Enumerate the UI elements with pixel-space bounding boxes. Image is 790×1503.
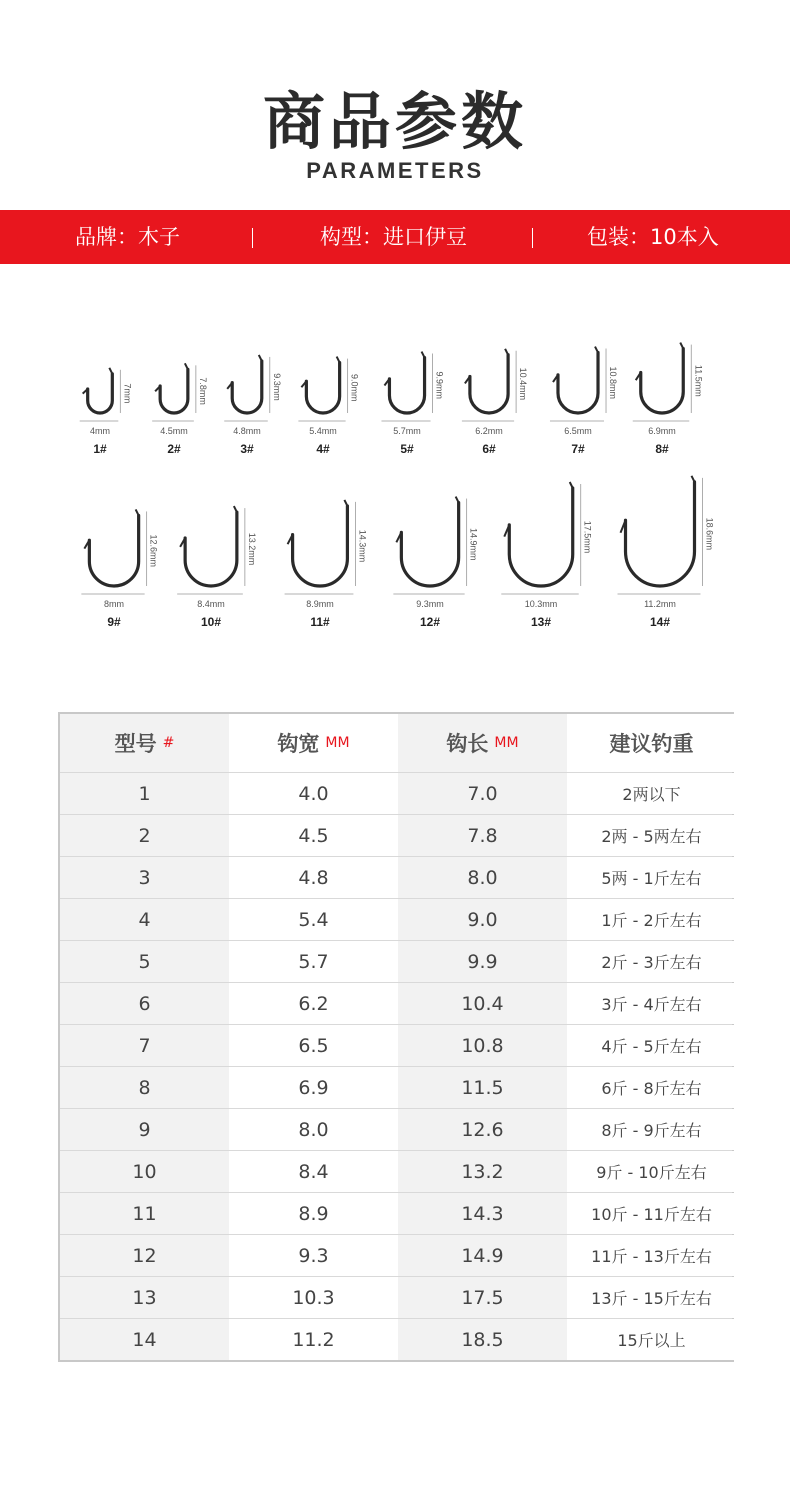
cell-length: 7.0 <box>398 773 567 814</box>
cell-length: 14.3 <box>398 1193 567 1234</box>
cell-suggested-weight: 4斤 - 5斤左右 <box>567 1025 736 1066</box>
length-label: 17.5mm <box>582 520 593 554</box>
cell-length: 8.0 <box>398 857 567 898</box>
hook-size-label: 1# <box>93 442 107 456</box>
hook-item <box>550 347 618 456</box>
length-label: 14.3mm <box>357 529 368 563</box>
table-row <box>60 1234 732 1276</box>
cell-model: 1 <box>60 773 229 814</box>
package-label: 包装：10本入 <box>587 225 719 249</box>
cell-model: 10 <box>60 1151 229 1192</box>
cell-width: 5.7 <box>229 941 398 982</box>
table-row <box>60 940 732 982</box>
cell-width: 4.5 <box>229 815 398 856</box>
table-row <box>60 982 732 1024</box>
cell-model: 14 <box>60 1319 229 1360</box>
cell-length: 17.5 <box>398 1277 567 1318</box>
length-label: 7.8mm <box>197 377 208 405</box>
cell-width: 10.3 <box>229 1277 398 1318</box>
width-label: 6.2mm <box>475 426 503 436</box>
width-label: 4.5mm <box>160 426 188 436</box>
cell-length: 12.6 <box>398 1109 567 1150</box>
cell-length: 11.5 <box>398 1067 567 1108</box>
hook-size-label: 14# <box>649 615 671 629</box>
hook-size-label: 11# <box>310 615 330 629</box>
hook-item <box>618 476 715 629</box>
hook-shape <box>232 361 262 413</box>
cell-width: 9.3 <box>229 1235 398 1276</box>
cell-length: 10.8 <box>398 1025 567 1066</box>
cell-model: 11 <box>60 1193 229 1234</box>
table-row <box>60 1066 732 1108</box>
hook-size-label: 6# <box>482 442 496 456</box>
cell-suggested-weight: 6斤 - 8斤左右 <box>567 1067 736 1108</box>
width-label: 6.9mm <box>648 426 676 436</box>
cell-length: 14.9 <box>398 1235 567 1276</box>
cell-model: 3 <box>60 857 229 898</box>
width-label: 11.2mm <box>644 599 676 609</box>
banner-divider <box>532 228 533 248</box>
cell-width: 8.4 <box>229 1151 398 1192</box>
hook-eye <box>691 476 694 482</box>
table-header-row <box>60 714 732 772</box>
width-label: 5.7mm <box>393 426 421 436</box>
hook-item <box>462 349 528 456</box>
cell-suggested-weight: 15斤以上 <box>567 1319 736 1360</box>
table-row <box>60 1276 732 1318</box>
hook-item <box>285 500 368 629</box>
hook-item <box>224 355 282 456</box>
hook-shape <box>293 506 348 586</box>
hook-eye <box>185 363 188 369</box>
cell-suggested-weight: 2斤 - 3斤左右 <box>567 941 736 982</box>
cell-model: 9 <box>60 1109 229 1150</box>
table-row <box>60 772 732 814</box>
hook-eye <box>680 343 683 349</box>
width-label: 4mm <box>90 426 110 436</box>
hook-eye <box>595 347 598 353</box>
header-width: 钩宽 MM <box>229 714 398 772</box>
hook-eye <box>234 506 237 512</box>
hook-size-label: 10# <box>200 615 222 629</box>
length-label: 14.9mm <box>468 528 479 561</box>
length-label: 9.9mm <box>434 371 445 400</box>
cell-model: 5 <box>60 941 229 982</box>
cell-suggested-weight: 13斤 - 15斤左右 <box>567 1277 736 1318</box>
page-subtitle: PARAMETERS <box>306 158 484 183</box>
table-row <box>60 1150 732 1192</box>
cell-width: 6.2 <box>229 983 398 1024</box>
hook-eye <box>422 352 425 358</box>
cell-width: 4.0 <box>229 773 398 814</box>
cell-width: 5.4 <box>229 899 398 940</box>
cell-length: 13.2 <box>398 1151 567 1192</box>
cell-suggested-weight: 9斤 - 10斤左右 <box>567 1151 736 1192</box>
hook-eye <box>136 509 139 515</box>
length-label: 13.2mm <box>246 532 257 566</box>
hook-item <box>81 509 158 629</box>
cell-suggested-weight: 5两 - 1斤左右 <box>567 857 736 898</box>
length-label: 7mm <box>122 383 133 404</box>
hook-shape <box>89 515 138 586</box>
cell-suggested-weight: 10斤 - 11斤左右 <box>567 1193 736 1234</box>
width-label: 4.8mm <box>233 426 261 436</box>
hook-eye <box>109 368 112 374</box>
hook-item <box>501 482 592 629</box>
hook-size-label: 9# <box>107 615 121 629</box>
hook-eye <box>259 355 262 361</box>
hook-size-label: 12# <box>419 615 441 629</box>
width-label: 6.5mm <box>564 426 592 436</box>
length-label: 9.3mm <box>271 373 282 401</box>
width-label: 8.9mm <box>306 599 334 609</box>
cell-width: 6.5 <box>229 1025 398 1066</box>
width-label: 10.3mm <box>524 599 558 609</box>
hook-diagram <box>0 320 790 640</box>
cell-length: 18.5 <box>398 1319 567 1360</box>
table-row <box>60 814 732 856</box>
hook-shape <box>626 482 695 586</box>
cell-suggested-weight: 11斤 - 13斤左右 <box>567 1235 736 1276</box>
width-label: 8mm <box>104 599 124 609</box>
hook-size-chart <box>0 320 790 640</box>
table-row <box>60 856 732 898</box>
cell-suggested-weight: 3斤 - 4斤左右 <box>567 983 736 1024</box>
cell-width: 6.9 <box>229 1067 398 1108</box>
banner-divider <box>252 228 253 248</box>
hook-shape <box>185 512 237 586</box>
hook-shape <box>401 503 458 586</box>
cell-suggested-weight: 1斤 - 2斤左右 <box>567 899 736 940</box>
length-label: 11.5mm <box>693 364 704 397</box>
length-label: 10.4mm <box>518 367 529 401</box>
brand-label: 品牌：木子 <box>75 225 180 249</box>
hook-item <box>298 357 359 456</box>
cell-model: 2 <box>60 815 229 856</box>
length-label: 12.6mm <box>148 534 159 567</box>
cell-model: 4 <box>60 899 229 940</box>
spec-banner <box>0 210 790 264</box>
table-row <box>60 898 732 940</box>
cell-width: 8.0 <box>229 1109 398 1150</box>
cell-width: 11.2 <box>229 1319 398 1360</box>
table-row <box>60 1318 732 1360</box>
cell-width: 4.8 <box>229 857 398 898</box>
cell-length: 9.0 <box>398 899 567 940</box>
hook-shape <box>88 374 113 413</box>
cell-model: 7 <box>60 1025 229 1066</box>
hook-shape <box>306 363 339 413</box>
header-suggested-weight: 建议钓重 <box>567 714 736 772</box>
table-row <box>60 1192 732 1234</box>
cell-length: 9.9 <box>398 941 567 982</box>
length-label: 18.6mm <box>704 517 715 551</box>
hook-size-label: 2# <box>167 442 181 456</box>
cell-length: 7.8 <box>398 815 567 856</box>
width-label: 8.4mm <box>197 599 225 609</box>
table-row <box>60 1108 732 1150</box>
hook-eye <box>337 357 340 363</box>
length-label: 10.8mm <box>608 366 619 400</box>
hook-eye <box>344 500 347 506</box>
hook-item <box>80 368 133 456</box>
width-label: 5.4mm <box>309 426 337 436</box>
hook-shape <box>509 488 572 586</box>
hook-shape <box>160 369 188 413</box>
cell-suggested-weight: 2两 - 5两左右 <box>567 815 736 856</box>
cell-model: 12 <box>60 1235 229 1276</box>
cell-model: 13 <box>60 1277 229 1318</box>
hook-size-label: 4# <box>316 442 330 456</box>
hook-size-label: 7# <box>571 442 585 456</box>
hook-shape <box>641 349 684 413</box>
hook-size-label: 5# <box>400 442 414 456</box>
cell-length: 10.4 <box>398 983 567 1024</box>
header-model: 型号 # <box>60 714 229 772</box>
page-title: 商品参数 <box>262 85 527 158</box>
hook-item <box>393 497 478 629</box>
width-label: 9.3mm <box>416 599 444 609</box>
hook-shape <box>389 358 424 413</box>
hook-item <box>177 506 257 629</box>
hook-shape <box>470 355 508 413</box>
length-label: 9.0mm <box>349 374 360 402</box>
cell-width: 8.9 <box>229 1193 398 1234</box>
structure-label: 构型：进口伊豆 <box>320 225 467 249</box>
parameter-table <box>58 712 734 1362</box>
hook-eye <box>505 349 508 355</box>
hook-item <box>381 352 444 456</box>
hook-size-label: 8# <box>655 442 669 456</box>
header <box>0 0 790 210</box>
hook-size-label: 3# <box>240 442 254 456</box>
hook-eye <box>570 482 573 488</box>
hook-eye <box>456 497 459 503</box>
cell-suggested-weight: 8斤 - 9斤左右 <box>567 1109 736 1150</box>
hook-item <box>633 343 704 456</box>
hook-item <box>152 363 208 456</box>
hook-shape <box>558 353 598 413</box>
cell-model: 6 <box>60 983 229 1024</box>
table-row <box>60 1024 732 1066</box>
cell-suggested-weight: 2两以下 <box>567 773 736 814</box>
cell-model: 8 <box>60 1067 229 1108</box>
header-length: 钩长 MM <box>398 714 567 772</box>
hook-size-label: 13# <box>530 615 552 629</box>
